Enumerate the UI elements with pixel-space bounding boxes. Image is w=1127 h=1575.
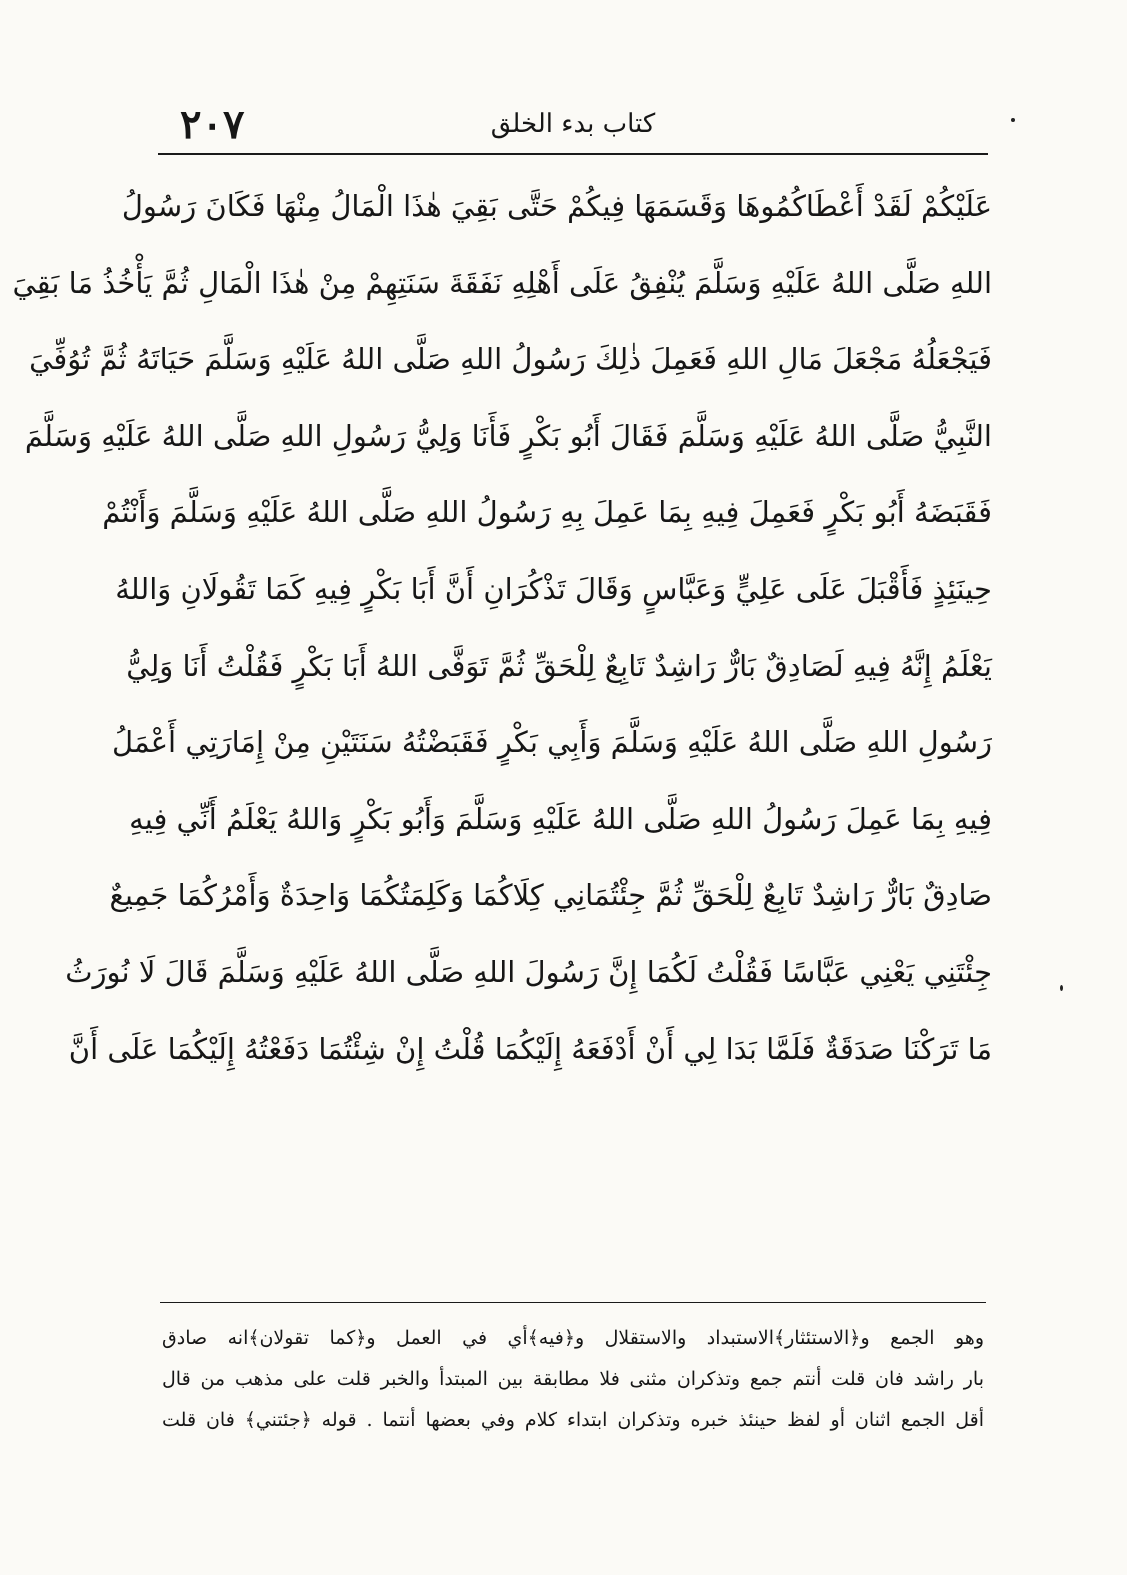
- footnote-line: بار راشد فان قلت أنتم جمع وتذكران مثنى فلا مطابقة بين المبتدأ والخبر قلت على مذهب من قال: [162, 1368, 984, 1390]
- page-header: [158, 95, 988, 155]
- text-line: اللهِ صَلَّى اللهُ عَلَيْهِ وَسَلَّمَ يُنْفِقُ عَلَى أَهْلِهِ نَفَقَةَ سَنَتِهِمْ مِنْ هٰذَا الْمَالِ ثُمَّ يَأْخُذُ مَا بَقِيَ: [12, 265, 992, 300]
- text-line: حِينَئِذٍ فَأَقْبَلَ عَلَى عَلِيٍّ وَعَبَّاسٍ وَقَالَ تَذْكُرَانِ أَنَّ أَبَا بَكْرٍ فِيهِ كَمَا تَقُولَانِ وَاللهُ: [115, 571, 992, 606]
- text-line: رَسُولِ اللهِ صَلَّى اللهُ عَلَيْهِ وَسَلَّمَ وَأَبِي بَكْرٍ فَقَبَضْتُهُ سَنَتَيْنِ مِنْ إِمَارَتِي أَعْمَلُ: [112, 725, 992, 760]
- text-line: جِئْتَنِي يَعْنِي عَبَّاسًا فَقُلْتُ لَكُمَا إِنَّ رَسُولَ اللهِ صَلَّى اللهُ عَلَيْهِ وَسَلَّمَ قَالَ لَا نُورَثُ: [65, 954, 992, 989]
- text-line: مَا تَرَكْنَا صَدَقَةٌ فَلَمَّا بَدَا لِي أَنْ أَدْفَعَهُ إِلَيْكُمَا قُلْتُ إِنْ شِئْتُمَا دَفَعْتُهُ إِلَيْكُمَا عَلَى أَنَّ: [68, 1031, 992, 1066]
- header-rule: [158, 153, 988, 155]
- text-line: صَادِقٌ بَارٌّ رَاشِدٌ تَابِعٌ لِلْحَقِّ ثُمَّ جِئْتُمَانِي كِلَاكُمَا وَكَلِمَتُكُمَا وَاحِدَةٌ وَأَمْرُكُمَا جَمِيعٌ: [109, 878, 992, 913]
- text-line: يَعْلَمُ إِنَّهُ فِيهِ لَصَادِقٌ بَارٌّ رَاشِدٌ تَابِعٌ لِلْحَقِّ ثُمَّ تَوَفَّى اللهُ أَبَا بَكْرٍ فَقُلْتُ أَنَا وَلِيُّ: [126, 648, 992, 683]
- text-line: فَقَبَضَهُ أَبُو بَكْرٍ فَعَمِلَ فِيهِ بِمَا عَمِلَ بِهِ رَسُولُ اللهِ صَلَّى اللهُ عَلَيْهِ وَسَلَّمَ وَأَنْتُمْ: [102, 495, 992, 530]
- footnote-rule: [160, 1302, 986, 1303]
- footnote-line: وهو الجمع و﴿الاستئثار﴾الاستبداد والاستقلال و﴿فيه﴾أي في العمل و﴿كما تقولان﴾انه صادق: [162, 1327, 984, 1349]
- text-line: النَّبِيُّ صَلَّى اللهُ عَلَيْهِ وَسَلَّمَ فَقَالَ أَبُو بَكْرٍ فَأَنَا وَلِيُّ رَسُولِ اللهِ صَلَّى اللهُ عَلَيْهِ وَسَلَّمَ: [24, 418, 992, 453]
- main-text: [12, 168, 992, 1087]
- text-line: عَلَيْكُمْ لَقَدْ أَعْطَاكُمُوهَا وَقَسَمَهَا فِيكُمْ حَتَّى بَقِيَ هٰذَا الْمَالُ مِنْهَا فَكَانَ رَسُولُ: [121, 189, 992, 223]
- page-number: ٢٠٧: [180, 101, 245, 148]
- footnote-commentary: [162, 1318, 984, 1441]
- text-line: فَيَجْعَلُهُ مَجْعَلَ مَالِ اللهِ فَعَمِلَ ذٰلِكَ رَسُولُ اللهِ صَلَّى اللهُ عَلَيْهِ وَسَلَّمَ حَيَاتَهُ ثُمَّ تُوُفِّيَ: [29, 342, 992, 377]
- running-title: كتاب بدء الخلق: [490, 109, 656, 139]
- paper-speck: [1060, 985, 1063, 991]
- footnote-line: أقل الجمع اثنان أو لفظ حينئذ خبره وتذكران ابتداء كلام وفي بعضها أنتما . قوله ﴿جئتني﴾ فان قلت: [162, 1409, 984, 1431]
- text-line: فِيهِ بِمَا عَمِلَ رَسُولُ اللهِ صَلَّى اللهُ عَلَيْهِ وَسَلَّمَ وَأَبُو بَكْرٍ وَاللهُ يَعْلَمُ أَنِّي فِيهِ: [129, 801, 992, 836]
- paper-speck: [1011, 118, 1015, 122]
